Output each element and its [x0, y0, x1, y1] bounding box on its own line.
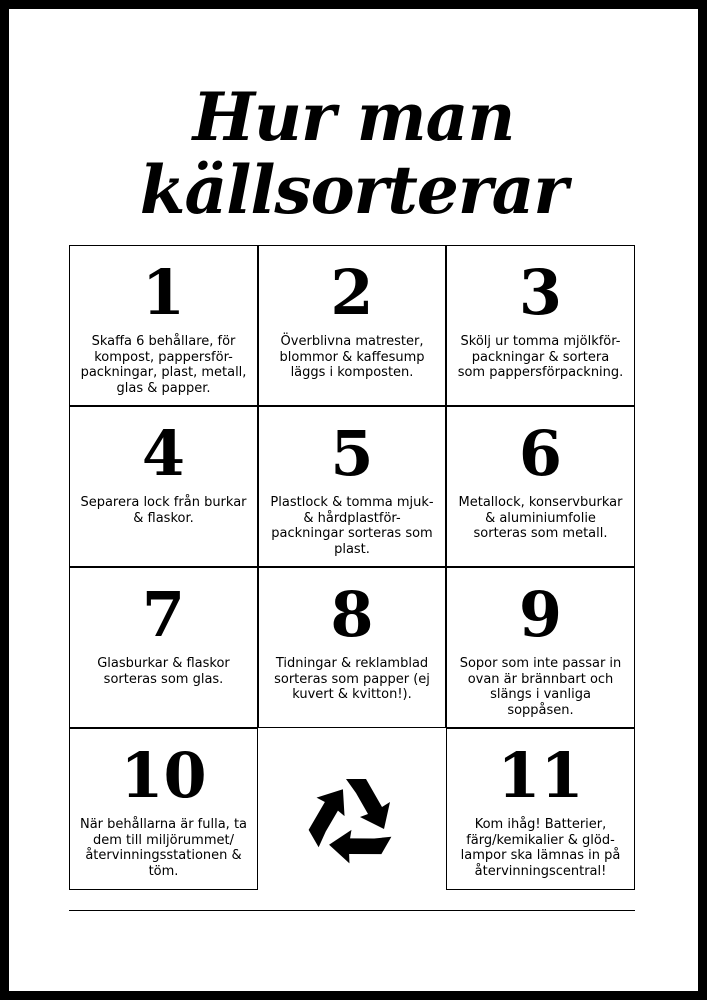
recycle-cell [258, 728, 446, 890]
step-number: 11 [497, 739, 584, 812]
step-card [446, 406, 635, 567]
step-number: 6 [518, 417, 563, 490]
step-card [69, 406, 258, 567]
step-number: 3 [518, 256, 563, 329]
step-text: Skölj ur tomma mjölkför-packningar & sortera som pappersförpackning. [457, 334, 624, 380]
step-number: 9 [518, 578, 563, 651]
step-card [69, 728, 258, 890]
step-text: Tidningar & reklamblad sorteras som papper (ej kuvert & kvitton!). [274, 656, 430, 702]
step-text: Separera lock från burkar & flaskor. [80, 495, 247, 526]
step-text: Skaffa 6 behållare, för kompost, pappersför-packningar, plast, metall, glas & papper. [80, 334, 247, 396]
step-text: Metallock, konservburkar & aluminiumfolie sorteras som metall. [458, 495, 623, 541]
poster [9, 9, 698, 991]
step-number: 7 [141, 578, 186, 651]
step-number: 4 [141, 417, 186, 490]
step-number: 8 [330, 578, 374, 651]
step-text: Överblivna matrester, blommor & kaffesump läggs i komposten. [279, 334, 425, 380]
step-text: Sopor som inte passar in ovan är brännbart och slängs i vanliga soppåsen. [459, 656, 622, 718]
step-card [446, 728, 635, 890]
step-card [258, 406, 446, 567]
footer-divider [69, 910, 635, 911]
step-number: 5 [330, 417, 374, 490]
step-text: Plastlock & tomma mjuk- & hårdplastför-packningar sorteras som plast. [270, 495, 434, 557]
step-text: Glasburkar & flaskor sorteras som glas. [97, 656, 230, 687]
step-number: 2 [330, 256, 374, 329]
step-card [69, 567, 258, 728]
steps-grid [69, 245, 635, 890]
step-text: När behållarna är fulla, ta dem till miljörummet/ återvinningsstationen & töm. [79, 817, 248, 879]
step-card [446, 245, 635, 406]
step-card [258, 245, 446, 406]
step-card [69, 245, 258, 406]
recycle-icon [292, 761, 412, 881]
step-card [258, 567, 446, 728]
step-text: Kom ihåg! Batterier, färg/kemikalier & glöd-lampor ska lämnas in på återvinningscentral! [460, 817, 621, 879]
poster-title: Hur man källsorterar [139, 78, 568, 229]
step-number: 1 [141, 256, 186, 329]
step-card [446, 567, 635, 728]
step-number: 10 [120, 739, 207, 812]
